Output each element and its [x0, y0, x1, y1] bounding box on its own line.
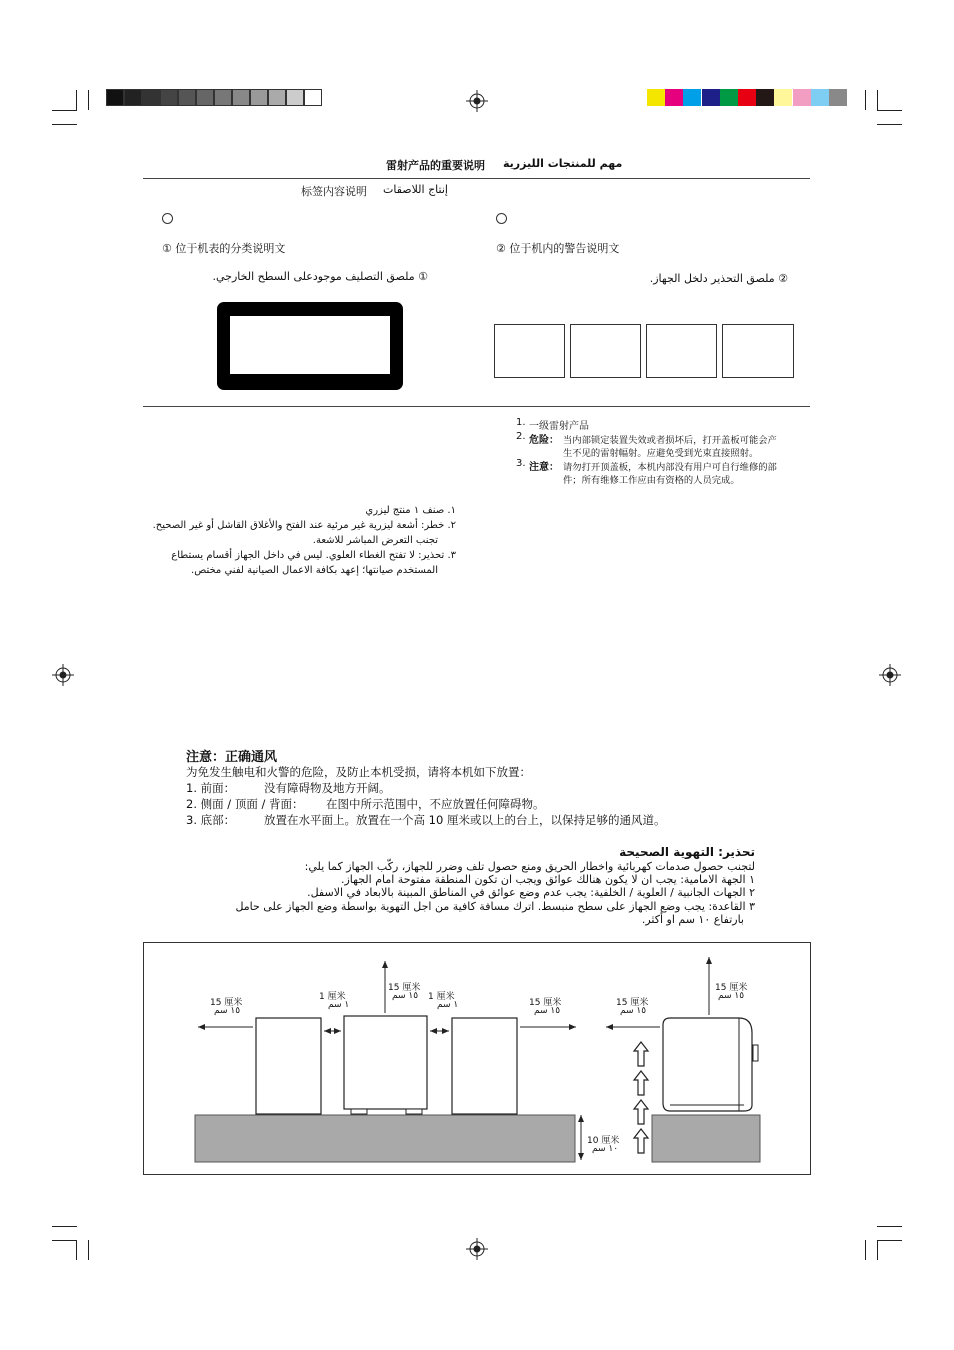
divider: [143, 406, 810, 407]
registration-target-icon: [466, 1238, 488, 1260]
labels-title-cn: 标签内容说明: [301, 185, 367, 198]
grayscale-swatch: [142, 89, 160, 106]
color-swatch: [829, 89, 847, 106]
ventilation-intro-cn: 为免发生触电和火警的危险，及防止本机受损，请将本机如下放置：: [186, 765, 531, 779]
note-text-ar: ٣. تحذير: لا تفتح الغطاء العلوي. ليس في داخل الجهاز أقسام يستطاع: [171, 550, 456, 561]
grayscale-swatch: [250, 89, 268, 106]
note-number: 1.: [516, 417, 526, 428]
note-text-ar: تجنب التعرض المباشر للاشعة.: [312, 535, 438, 546]
color-swatch: [793, 89, 811, 106]
right-label-ar: ② ملصق التحذير دلخل الجهاز.: [649, 272, 788, 285]
note-text: 请勿打开顶盖板，本机内部没有用户可自行维修的部: [563, 462, 777, 473]
note-number: 2.: [516, 431, 526, 442]
color-swatch: [756, 89, 774, 106]
registration-target-icon: [466, 90, 488, 112]
note-text-ar: المستخدم صيانتها؛ إعهد بكافة الاعمال الصيانية لفني مختص.: [191, 565, 438, 576]
grayscale-swatch: [232, 89, 250, 106]
dimension-label-ar: ١ سم: [328, 1000, 350, 1010]
dimension-label-ar: ١٥ سم: [534, 1006, 561, 1016]
dimension-label-ar: ١٠ سم: [592, 1144, 619, 1154]
grayscale-swatch: [160, 89, 178, 106]
ventilation-text-ar: ٣ القاعدة: يجب وضع الجهاز على سطح منبسط. اترك مسافة كافية من اجل التهوية بواسطة وضع الجهاز على حامل: [235, 900, 755, 913]
note-text-ar: ٢. خطر: أشعة ليزرية غير مرئية عند الفتح والأغلاق القاشل أو غير الصحيح.: [152, 520, 456, 531]
dimension-label-ar: ١ سم: [437, 1000, 459, 1010]
bullet-circle-icon: [496, 213, 507, 224]
ventilation-title-ar: تحذير: التهوية الصحيحة: [619, 845, 755, 859]
note-text: 一级雷射产品: [529, 421, 589, 432]
color-swatch: [683, 89, 701, 106]
ventilation-text-ar: بارتفاع ١٠ سم او أكثر.: [641, 913, 744, 926]
grayscale-swatch: [214, 89, 232, 106]
warning-label-box: [494, 324, 565, 378]
note-text-ar: ١. صنف ١ منتج ليزري: [365, 505, 456, 516]
note-text: 生不见的雷射幅射。应避免受到光束直接照射。: [563, 448, 759, 459]
dimension-label: 15 厘米: [388, 983, 421, 993]
ventilation-item-label: 3. 底部：: [186, 813, 236, 827]
bullet-circle-icon: [162, 213, 173, 224]
color-swatch: [720, 89, 738, 106]
warning-label-box: [722, 324, 794, 378]
ventilation-item-text: 在图中所示范围中，不应放置任何障碍物。: [326, 797, 545, 811]
ventilation-item-text: 没有障碍物及地方开阔。: [264, 781, 391, 795]
note-text: 当内部锁定装置失效或者损坏后，打开盖板可能会产: [563, 435, 777, 446]
ventilation-text-ar: لتجنب حصول صدمات كهربائية واخطار الحريق ومنع حصول تلف وضرر للجهاز، ركّب الجهاز كما يلي:: [304, 860, 755, 873]
color-swatch: [702, 89, 720, 106]
divider: [143, 178, 810, 179]
header-title-ar: مهم للمنتجات الليزرية: [503, 157, 623, 170]
ventilation-title-cn: 注意：正确通风: [186, 750, 278, 765]
left-label-ar: ① ملصق التصليف موجودعلى السطح الخارجي.: [212, 270, 428, 283]
note-number: 3.: [516, 458, 526, 469]
warning-label-box: [570, 324, 641, 378]
dimension-label: 15 厘米: [616, 998, 649, 1008]
note-heading: 危险：: [529, 435, 559, 446]
note-text: 件；所有维修工作应由有资格的人员完成。: [563, 475, 740, 486]
color-swatch: [738, 89, 756, 106]
dimension-label-ar: ١٥ سم: [214, 1006, 241, 1016]
dimension-label: 15 厘米: [529, 998, 562, 1008]
dimension-label-ar: ١٥ سم: [392, 991, 419, 1001]
ventilation-text-ar: ٢ الجهات الجانبية / العلوية / الخلفية: يجب عدم وضع عوائق في المناطق المبينة بالابعاد في الاسفل.: [307, 886, 755, 899]
color-swatch: [774, 89, 792, 106]
dimension-label: 15 厘米: [715, 983, 748, 993]
ventilation-item-text: 放置在水平面上。放置在一个高 10 厘米或以上的台上，以保持足够的通风道。: [264, 813, 666, 827]
dimension-label-ar: ١٥ سم: [620, 1006, 647, 1016]
registration-target-icon: [879, 664, 901, 686]
grayscale-swatch: [106, 89, 124, 106]
dimension-label: 15 厘米: [210, 998, 243, 1008]
clearance-diagram: [143, 942, 811, 1175]
registration-target-icon: [52, 664, 74, 686]
warning-label-box: [646, 324, 717, 378]
dimension-label: 1 厘米: [428, 992, 455, 1002]
dimension-label-ar: ١٥ سم: [718, 991, 745, 1001]
dimension-label: 1 厘米: [319, 992, 346, 1002]
note-heading: 注意：: [529, 462, 559, 473]
color-swatch: [665, 89, 683, 106]
header-title-cn: 雷射产品的重要说明: [386, 159, 485, 172]
dimension-label: 10 厘米: [587, 1136, 620, 1146]
left-label-cn: ① 位于机表的分类说明文: [162, 242, 286, 255]
grayscale-swatch: [304, 89, 322, 106]
ventilation-item-label: 2. 侧面 / 顶面 / 背面：: [186, 797, 304, 811]
ventilation-item-label: 1. 前面：: [186, 781, 236, 795]
grayscale-swatch: [124, 89, 142, 106]
ventilation-text-ar: ١ الجهة الامامية: يجب ان لا يكون هنالك عوائق ويجب ان تكون المنطقة مفتوحة امام الجهاز.: [340, 873, 755, 886]
grayscale-swatch: [178, 89, 196, 106]
color-swatch: [647, 89, 665, 106]
grayscale-swatch: [196, 89, 214, 106]
right-label-cn: ② 位于机内的警告说明文: [496, 242, 620, 255]
grayscale-swatch: [286, 89, 304, 106]
labels-title-ar: إنتاج اللاصقات: [383, 183, 448, 196]
clearance-diagram-drawing: [144, 943, 810, 1174]
grayscale-swatch: [268, 89, 286, 106]
color-swatch: [811, 89, 829, 106]
class-label-frame: [217, 302, 403, 390]
